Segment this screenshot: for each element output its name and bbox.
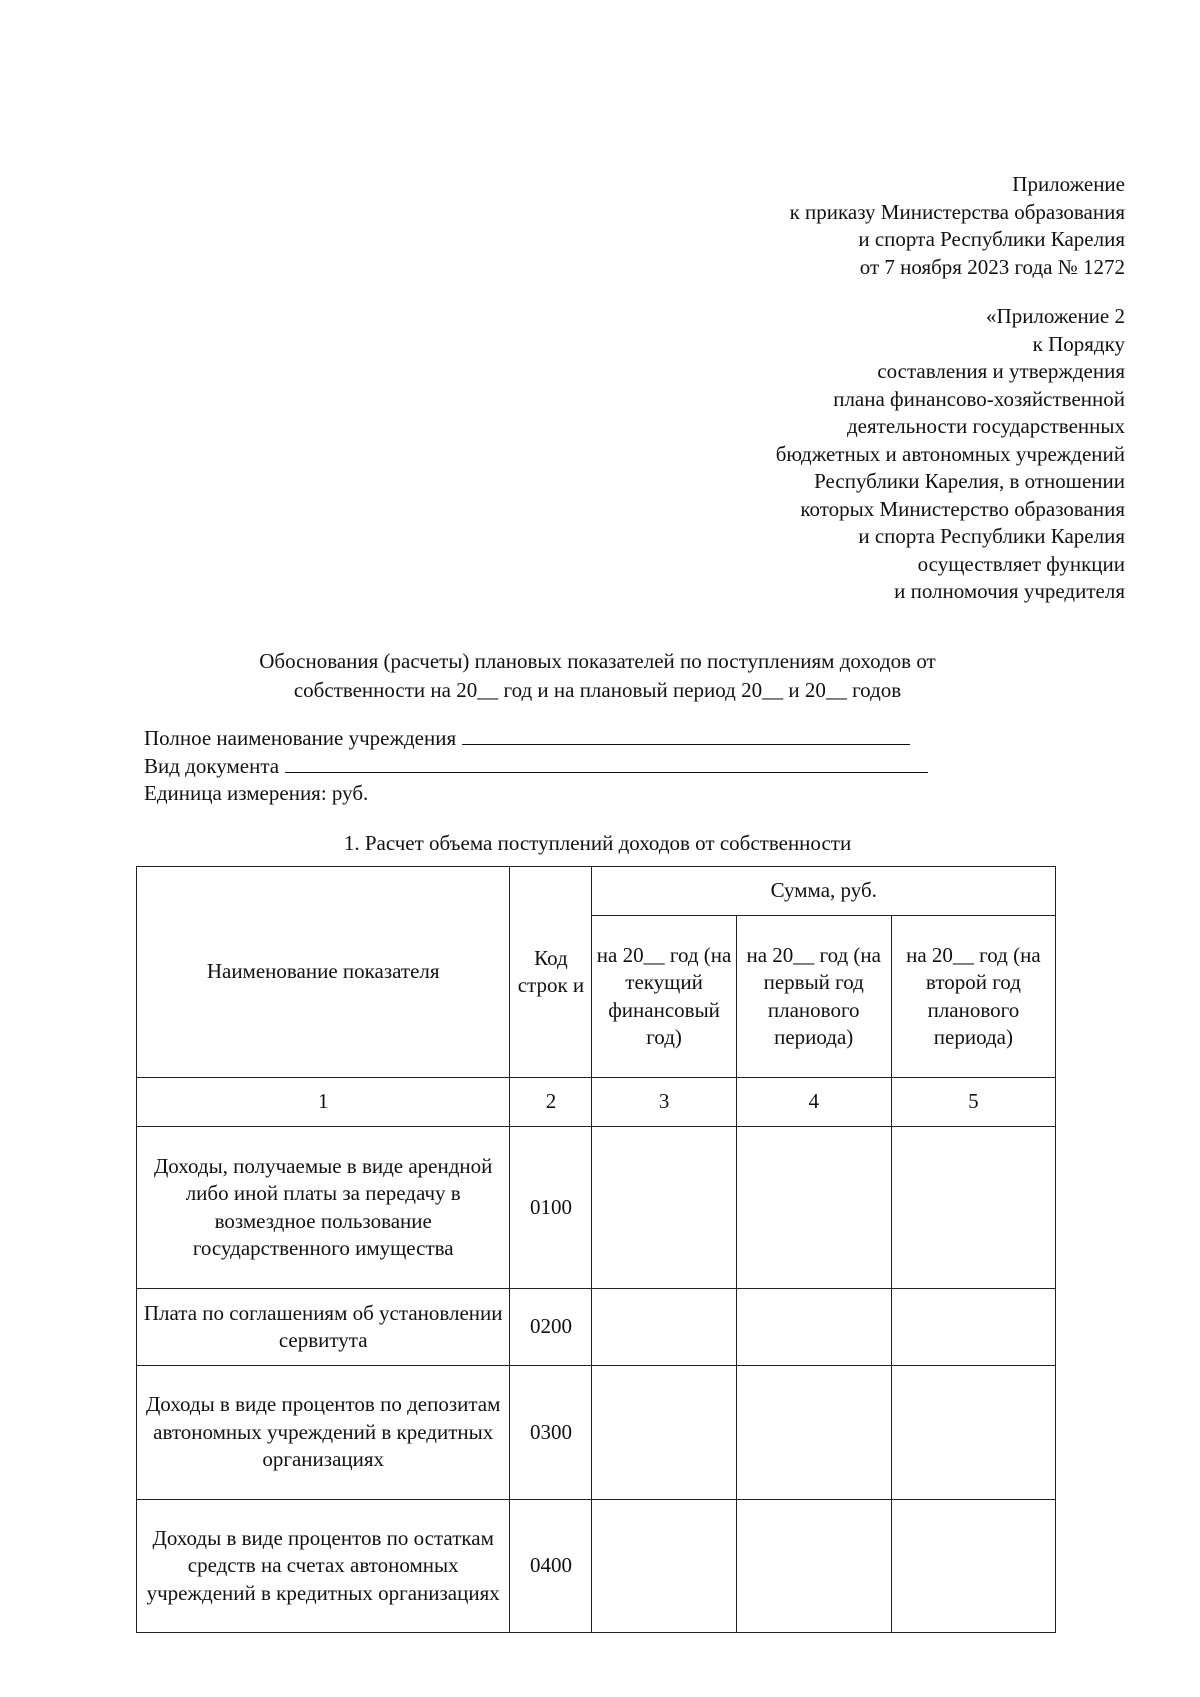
header-col5: на 20__ год (на второй год планового периода)	[891, 916, 1055, 1078]
annex2-line: «Приложение 2	[986, 304, 1125, 328]
row-name: Доходы, получаемые в виде арендной либо иной платы за передачу в возмездное пользование государственного имущества	[137, 1127, 510, 1289]
doc-type-label: Вид документа	[144, 753, 280, 778]
row-value-cell[interactable]	[891, 1289, 1055, 1366]
col-number: 5	[891, 1078, 1055, 1127]
document-title-line2: собственности на 20__ год и на плановый период 20__ и 20__ годов	[293, 678, 902, 702]
institution-blank[interactable]	[462, 725, 910, 745]
row-value-cell[interactable]	[891, 1500, 1055, 1633]
annex2-line: плана финансово-хозяйственной	[833, 386, 1125, 411]
col-number: 3	[592, 1078, 736, 1127]
header-col3: на 20__ год (на текущий финансовый год)	[592, 916, 736, 1078]
row-name: Доходы в виде процентов по остаткам средств на счетах автономных учреждений в кредитных организациях	[137, 1500, 510, 1633]
document-title-line1: Обоснования (расчеты) плановых показателей по поступлениям доходов от	[259, 649, 936, 673]
col-number: 4	[736, 1078, 891, 1127]
row-value-cell[interactable]	[592, 1289, 736, 1366]
row-value-cell[interactable]	[592, 1500, 736, 1633]
row-code: 0300	[510, 1366, 592, 1500]
annex-line: и спорта Республики Карелия	[858, 227, 1125, 251]
row-value-cell[interactable]	[736, 1500, 891, 1633]
row-name: Плата по соглашениям об установлении сервитута	[137, 1289, 510, 1366]
document-title	[0, 647, 1195, 705]
annex2-line: которых Министерство образования	[800, 496, 1125, 521]
row-code: 0400	[510, 1500, 592, 1633]
annex-line: от 7 ноября 2023 года № 1272	[859, 254, 1125, 279]
row-value-cell[interactable]	[891, 1366, 1055, 1500]
table-header-row	[137, 867, 1056, 916]
doc-type-field	[144, 753, 928, 781]
table-row	[137, 1500, 1056, 1633]
header-code: Код строк и	[510, 867, 592, 1078]
section-title: 1. Расчет объема поступлений доходов от собственности	[343, 831, 852, 855]
institution-field	[144, 725, 928, 753]
table-row	[137, 1366, 1056, 1500]
income-calc-table	[136, 866, 1056, 1633]
col-number: 2	[510, 1078, 592, 1127]
unit-field	[144, 780, 928, 808]
institution-label: Полное наименование учреждения	[144, 726, 457, 750]
row-code: 0200	[510, 1289, 592, 1366]
annex2-line: к Порядку	[1032, 331, 1125, 356]
header-sum: Сумма, руб.	[592, 867, 1056, 916]
col-number: 1	[137, 1078, 510, 1127]
header-name: Наименование показателя	[137, 867, 510, 1078]
row-value-cell[interactable]	[891, 1127, 1055, 1289]
annex2-line: и спорта Республики Карелия	[858, 524, 1125, 548]
annex-line: к приказу Министерства образования	[789, 199, 1125, 224]
annex-header	[790, 171, 1125, 281]
annex2-line: составления и утверждения	[877, 359, 1125, 383]
annex2-header	[776, 303, 1125, 606]
table-row	[137, 1289, 1056, 1366]
doc-type-blank[interactable]	[285, 753, 928, 773]
annex2-line: и полномочия учредителя	[894, 579, 1125, 603]
row-name: Доходы в виде процентов по депозитам автономных учреждений в кредитных организациях	[137, 1366, 510, 1500]
header-col4: на 20__ год (на первый год планового периода)	[736, 916, 891, 1078]
row-value-cell[interactable]	[592, 1366, 736, 1500]
row-value-cell[interactable]	[736, 1289, 891, 1366]
annex2-line: осуществляет функции	[917, 551, 1125, 576]
row-code: 0100	[510, 1127, 592, 1289]
unit-label: Единица измерения: руб.	[144, 781, 369, 805]
row-value-cell[interactable]	[736, 1127, 891, 1289]
row-value-cell[interactable]	[592, 1127, 736, 1289]
row-value-cell[interactable]	[736, 1366, 891, 1500]
annex2-line: бюджетных и автономных учреждений	[775, 441, 1125, 466]
annex2-line: деятельности государственных	[846, 414, 1125, 438]
table-number-row	[137, 1078, 1056, 1127]
annex-line: Приложение	[1012, 172, 1125, 196]
annex2-line: Республики Карелия, в отношении	[814, 469, 1125, 493]
form-fields	[144, 725, 928, 808]
table-row	[137, 1127, 1056, 1289]
